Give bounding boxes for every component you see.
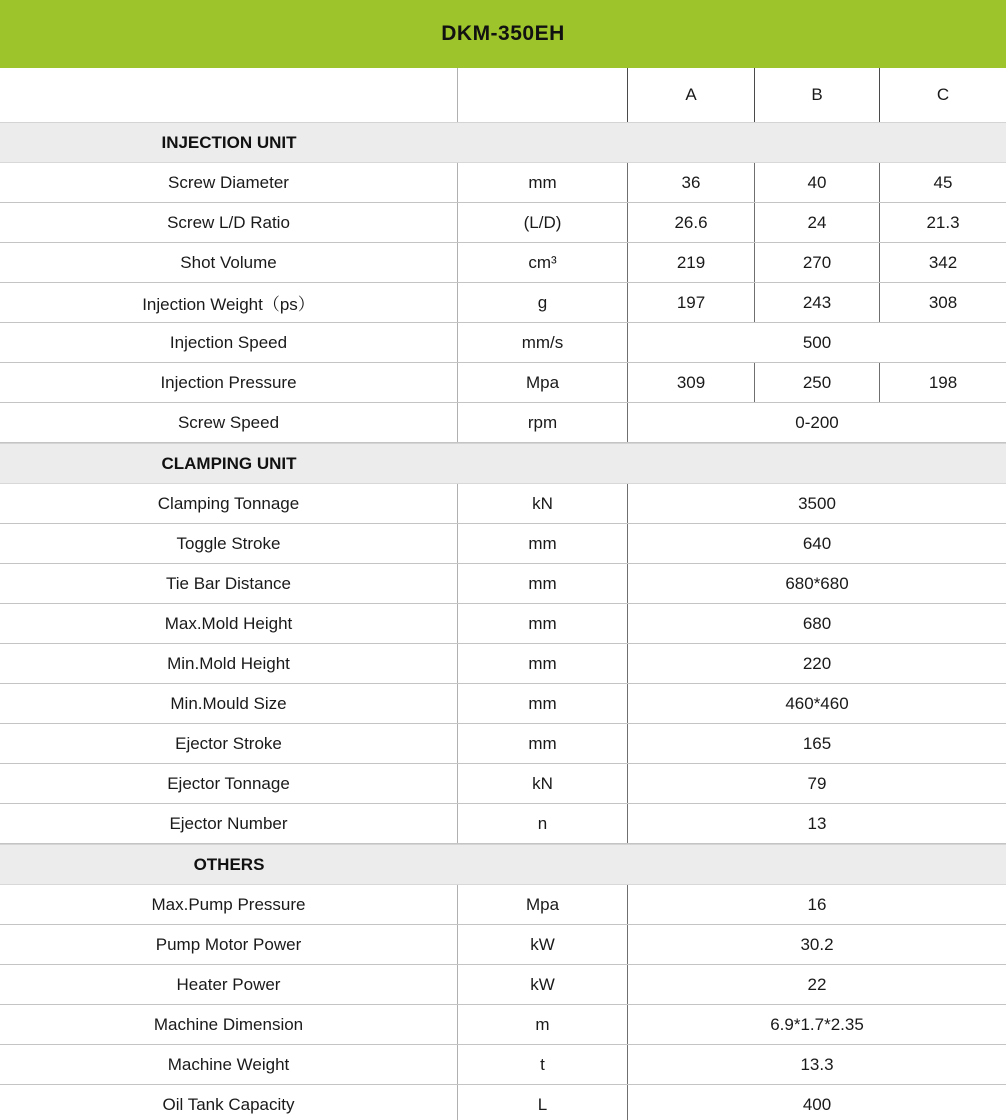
section-heading: OTHERS bbox=[193, 854, 265, 874]
table-row bbox=[0, 163, 1006, 203]
value-cell-span: 220 bbox=[802, 653, 832, 673]
value-cell-span: 22 bbox=[807, 974, 827, 994]
value-cell-span: 79 bbox=[807, 773, 827, 793]
value-cell-span: 16 bbox=[807, 894, 827, 914]
table-row bbox=[0, 363, 1006, 403]
column-header-a: A bbox=[628, 68, 755, 122]
table-row bbox=[0, 1005, 1006, 1045]
table-row bbox=[0, 524, 1006, 564]
value-cell-span: 3500 bbox=[798, 493, 836, 513]
param-cell: Injection Pressure bbox=[0, 363, 458, 402]
value-cell-span: 680*680 bbox=[785, 573, 849, 593]
value-cell-a: 26.6 bbox=[628, 203, 755, 242]
table-row bbox=[0, 804, 1006, 844]
value-cell-c: 342 bbox=[928, 252, 958, 272]
unit-cell: mm bbox=[458, 724, 628, 763]
param-cell: Injection Speed bbox=[0, 323, 458, 362]
unit-cell: kW bbox=[458, 925, 628, 964]
column-header-c: C bbox=[936, 85, 950, 104]
param-cell: Heater Power bbox=[0, 965, 458, 1004]
unit-cell: kW bbox=[458, 965, 628, 1004]
value-cell-span: 13.3 bbox=[800, 1054, 834, 1074]
param-cell: Clamping Tonnage bbox=[0, 484, 458, 523]
param-cell: Machine Weight bbox=[0, 1045, 458, 1084]
value-cell-c: 198 bbox=[928, 372, 958, 392]
param-cell: Shot Volume bbox=[0, 243, 458, 282]
unit-cell: mm/s bbox=[458, 323, 628, 362]
value-cell-a: 309 bbox=[628, 363, 755, 402]
value-cell-span: 30.2 bbox=[800, 934, 834, 954]
unit-cell: kN bbox=[458, 484, 628, 523]
value-cell-span: 640 bbox=[802, 533, 832, 553]
table-row bbox=[0, 1045, 1006, 1085]
unit-cell: n bbox=[458, 804, 628, 843]
value-cell-span: 165 bbox=[802, 733, 832, 753]
unit-cell: Mpa bbox=[458, 885, 628, 924]
table-row bbox=[0, 243, 1006, 283]
table-row bbox=[0, 885, 1006, 925]
value-cell-b: 270 bbox=[755, 243, 880, 282]
unit-cell: kN bbox=[458, 764, 628, 803]
value-cell-span: 500 bbox=[802, 332, 832, 352]
table-row bbox=[0, 1085, 1006, 1120]
unit-cell: mm bbox=[458, 604, 628, 643]
param-cell: Pump Motor Power bbox=[0, 925, 458, 964]
value-cell-c: 21.3 bbox=[926, 212, 960, 232]
param-cell: Ejector Number bbox=[0, 804, 458, 843]
value-cell-span: 13 bbox=[807, 813, 827, 833]
value-cell-span: 680 bbox=[802, 613, 832, 633]
table-row bbox=[0, 323, 1006, 363]
section-header-row bbox=[0, 122, 1006, 163]
value-cell-a: 197 bbox=[628, 283, 755, 322]
table-row bbox=[0, 644, 1006, 684]
unit-cell: rpm bbox=[458, 403, 628, 442]
section-heading: CLAMPING UNIT bbox=[161, 453, 297, 473]
param-cell: Injection Weight（ps） bbox=[0, 283, 458, 322]
value-cell-span: 460*460 bbox=[785, 693, 849, 713]
table-row bbox=[0, 604, 1006, 644]
table-row bbox=[0, 684, 1006, 724]
param-cell: Tie Bar Distance bbox=[0, 564, 458, 603]
value-cell-b: 24 bbox=[755, 203, 880, 242]
unit-cell: mm bbox=[458, 163, 628, 202]
spec-table-body bbox=[0, 122, 1006, 1120]
column-header-row bbox=[0, 68, 1006, 122]
value-cell-span: 6.9*1.7*2.35 bbox=[770, 1014, 864, 1034]
section-heading: INJECTION UNIT bbox=[161, 132, 297, 152]
table-row bbox=[0, 403, 1006, 443]
section-header-row bbox=[0, 844, 1006, 885]
param-cell: Screw Diameter bbox=[0, 163, 458, 202]
value-cell-b: 250 bbox=[755, 363, 880, 402]
unit-cell: L bbox=[458, 1085, 628, 1120]
table-row bbox=[0, 965, 1006, 1005]
unit-cell: t bbox=[458, 1045, 628, 1084]
table-row bbox=[0, 764, 1006, 804]
column-header-unit bbox=[458, 68, 628, 122]
param-cell: Min.Mold Height bbox=[0, 644, 458, 683]
param-cell: Toggle Stroke bbox=[0, 524, 458, 563]
unit-cell: g bbox=[458, 283, 628, 322]
value-cell-a: 219 bbox=[628, 243, 755, 282]
value-cell-span: 0-200 bbox=[795, 412, 839, 432]
unit-cell: Mpa bbox=[458, 363, 628, 402]
unit-cell: cm³ bbox=[458, 243, 628, 282]
param-cell: Machine Dimension bbox=[0, 1005, 458, 1044]
column-header-b: B bbox=[755, 68, 880, 122]
param-cell: Screw L/D Ratio bbox=[0, 203, 458, 242]
unit-cell: mm bbox=[458, 644, 628, 683]
param-cell: Screw Speed bbox=[0, 403, 458, 442]
page-title: DKM-350EH bbox=[441, 22, 565, 45]
value-cell-c: 45 bbox=[933, 172, 953, 192]
param-cell: Ejector Stroke bbox=[0, 724, 458, 763]
value-cell-b: 40 bbox=[755, 163, 880, 202]
unit-cell: mm bbox=[458, 524, 628, 563]
unit-cell: mm bbox=[458, 564, 628, 603]
table-row bbox=[0, 203, 1006, 243]
table-row bbox=[0, 925, 1006, 965]
param-cell: Max.Mold Height bbox=[0, 604, 458, 643]
param-cell: Ejector Tonnage bbox=[0, 764, 458, 803]
value-cell-c: 308 bbox=[928, 292, 958, 312]
table-row bbox=[0, 283, 1006, 323]
table-row bbox=[0, 724, 1006, 764]
unit-cell: m bbox=[458, 1005, 628, 1044]
value-cell-a: 36 bbox=[628, 163, 755, 202]
value-cell-b: 243 bbox=[755, 283, 880, 322]
section-header-row bbox=[0, 443, 1006, 484]
param-cell: Max.Pump Pressure bbox=[0, 885, 458, 924]
title-bar bbox=[0, 0, 1006, 68]
table-row bbox=[0, 564, 1006, 604]
unit-cell: (L/D) bbox=[458, 203, 628, 242]
column-header-param bbox=[0, 68, 458, 122]
value-cell-span: 400 bbox=[802, 1095, 832, 1114]
table-row bbox=[0, 484, 1006, 524]
param-cell: Oil Tank Capacity bbox=[0, 1085, 458, 1120]
param-cell: Min.Mould Size bbox=[0, 684, 458, 723]
unit-cell: mm bbox=[458, 684, 628, 723]
